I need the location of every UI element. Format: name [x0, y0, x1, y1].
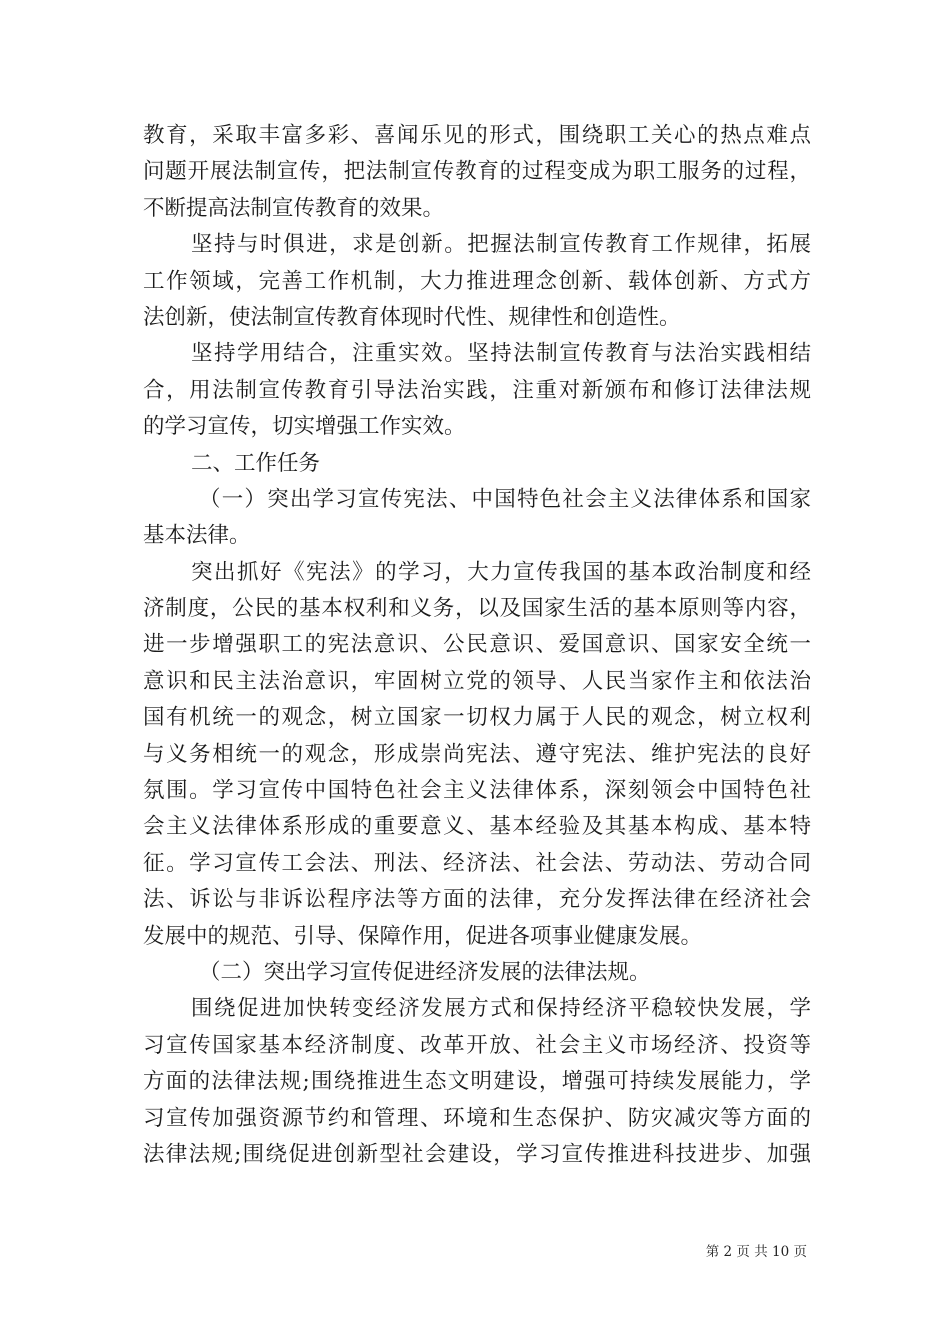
text-line: 坚持学用结合，注重实效。坚持法制宣传教育与法治实践相结	[191, 341, 811, 367]
text-line: 与义务相统一的观念，形成崇尚宪法、遵守宪法、维护宪法的良好	[143, 741, 811, 767]
text-line: （一）突出学习宣传宪法、中国特色社会主义法律体系和国家	[199, 486, 811, 512]
text-line: 习宣传国家基本经济制度、改革开放、社会主义市场经济、投资等	[143, 1032, 811, 1058]
text-line: 教育，采取丰富多彩、喜闻乐见的形式，围绕职工关心的热点难点	[143, 123, 811, 148]
text-line: （二）突出学习宣传促进经济发展的法律法规。	[199, 959, 651, 985]
text-line: 意识和民主法治意识，牢固树立党的领导、人民当家作主和依法治	[143, 668, 811, 694]
text-line: 法、诉讼与非诉讼程序法等方面的法律，充分发挥法律在经济社会	[143, 887, 811, 913]
text-line: 会主义法律体系形成的重要意义、基本经验及其基本构成、基本特	[143, 814, 811, 840]
page-number-footer: 第 2 页 共 10 页	[705, 1244, 807, 1260]
text-line: 发展中的规范、引导、保障作用，促进各项事业健康发展。	[143, 923, 703, 949]
text-line: 坚持与时俱进，求是创新。把握法制宣传教育工作规律，拓展	[191, 232, 811, 258]
text-line: 基本法律。	[143, 523, 251, 549]
text-line: 济制度，公民的基本权利和义务，以及国家生活的基本原则等内容，	[143, 596, 811, 622]
text-line: 法律法规;围绕促进创新型社会建设，学习宣传推进科技进步、加强	[143, 1141, 811, 1167]
text-line: 合，用法制宣传教育引导法治实践，注重对新颁布和修订法律法规	[143, 377, 811, 403]
text-line: 的学习宣传，切实增强工作实效。	[143, 414, 466, 440]
text-line: 进一步增强职工的宪法意识、公民意识、爱国意识、国家安全统一	[143, 632, 811, 658]
text-line: 不断提高法制宣传教育的效果。	[143, 195, 445, 221]
text-line: 二、工作任务	[191, 450, 321, 476]
text-line: 方面的法律法规;围绕推进生态文明建设，增强可持续发展能力，学	[143, 1069, 811, 1095]
text-line: 国有机统一的观念，树立国家一切权力属于人民的观念，树立权利	[143, 705, 811, 731]
text-line: 氛围。学习宣传中国特色社会主义法律体系，深刻领会中国特色社	[143, 778, 811, 804]
text-line: 法创新，使法制宣传教育体现时代性、规律性和创造性。	[143, 304, 681, 330]
text-line: 征。学习宣传工会法、刑法、经济法、社会法、劳动法、劳动合同	[143, 850, 811, 876]
text-line: 工作领域，完善工作机制，大力推进理念创新、载体创新、方式方	[143, 268, 811, 294]
document-body	[143, 118, 811, 1173]
text-line: 问题开展法制宣传，把法制宣传教育的过程变成为职工服务的过程，	[143, 159, 811, 185]
text-line: 习宣传加强资源节约和管理、环境和生态保护、防灾减灾等方面的	[143, 1105, 811, 1131]
text-line: 突出抓好《宪法》的学习，大力宣传我国的基本政治制度和经	[191, 559, 811, 585]
text-line: 围绕促进加快转变经济发展方式和保持经济平稳较快发展，学	[191, 996, 811, 1022]
